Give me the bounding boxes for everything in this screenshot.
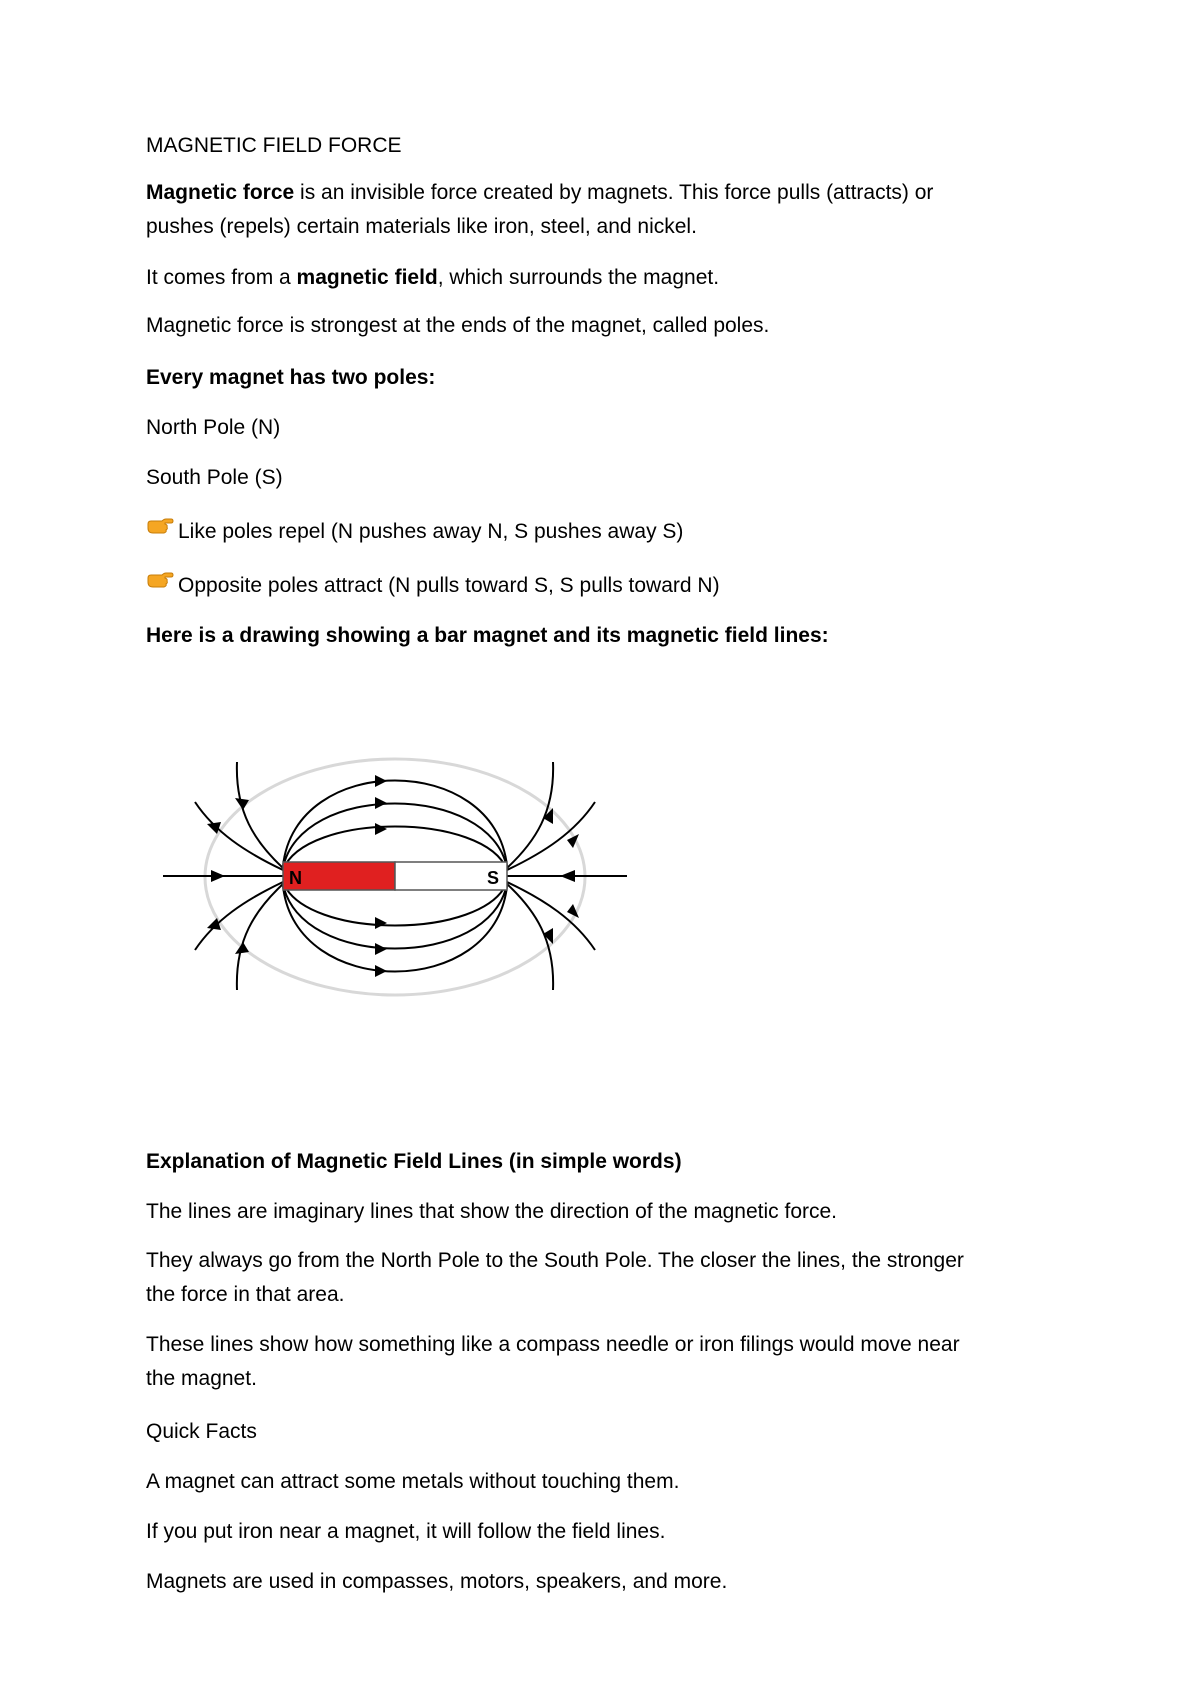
field-sentence-post: , which surrounds the magnet. xyxy=(437,266,720,289)
loop-arrow xyxy=(375,943,387,955)
axis-arrow-left xyxy=(211,870,225,882)
rule-attract-text: Opposite poles attract (N pulls toward S, S pulls toward N) xyxy=(178,574,720,597)
rule-repel-text: Like poles repel (N pushes away N, S pushes away S) xyxy=(178,520,684,543)
field-loop-bottom-2 xyxy=(283,884,507,949)
fact-1: A magnet can attract some metals without touching them. xyxy=(146,1470,680,1493)
strongest-sentence: Magnetic force is strongest at the ends of the magnet, called poles. xyxy=(146,314,770,337)
document-title: MAGNETIC FIELD FORCE xyxy=(146,134,402,157)
south-pole-label: S xyxy=(487,868,500,888)
loop-arrow xyxy=(375,797,387,809)
loop-arrow xyxy=(375,965,387,977)
explanation-3-line1: These lines show how something like a compass needle or iron filings would move near xyxy=(146,1333,960,1356)
field-loop-top-2 xyxy=(283,804,507,869)
explanation-2 xyxy=(146,1244,964,1312)
rule-attract xyxy=(146,568,720,604)
quick-facts-heading: Quick Facts xyxy=(146,1420,257,1443)
field-open-left-3 xyxy=(195,882,283,950)
field-open-left-2 xyxy=(237,762,283,868)
explanation-3 xyxy=(146,1328,960,1396)
explanation-heading-text: Explanation of Magnetic Field Lines (in simple words) xyxy=(146,1150,682,1173)
bar-magnet-figure xyxy=(155,752,635,1002)
drawing-intro-text: Here is a drawing showing a bar magnet and its magnetic field lines: xyxy=(146,624,829,647)
south-pole-item: South Pole (S) xyxy=(146,466,283,489)
explanation-heading xyxy=(146,1144,682,1179)
fact-2: If you put iron near a magnet, it will follow the field lines. xyxy=(146,1520,666,1543)
fact-3: Magnets are used in compasses, motors, speakers, and more. xyxy=(146,1570,728,1593)
pointing-hand-icon xyxy=(146,513,174,548)
explanation-1: The lines are imaginary lines that show the direction of the magnetic force. xyxy=(146,1200,838,1223)
intro-paragraph xyxy=(146,176,933,244)
poles-heading-text: Every magnet has two poles: xyxy=(146,366,436,389)
pointing-hand-icon xyxy=(146,567,174,602)
loop-arrow xyxy=(375,917,387,929)
loop-arrow xyxy=(375,775,387,787)
field-sentence-pre: It comes from a xyxy=(146,266,297,289)
explanation-3-line2: the magnet. xyxy=(146,1367,257,1390)
intro-bold-term: Magnetic force xyxy=(146,181,295,204)
poles-heading xyxy=(146,360,435,395)
field-sentence xyxy=(146,260,719,295)
intro-text-line1: is an invisible force created by magnets. This force pulls (attracts) or xyxy=(294,181,934,204)
field-open-left-4 xyxy=(237,884,283,990)
north-pole-item: North Pole (N) xyxy=(146,416,281,439)
explanation-2-line2: the force in that area. xyxy=(146,1283,345,1306)
magnetic-field-diagram xyxy=(155,752,635,1002)
field-sentence-bold: magnetic field xyxy=(296,266,438,289)
north-pole-label: N xyxy=(289,868,302,888)
axis-arrow-right xyxy=(560,870,575,882)
intro-text-line2: pushes (repels) certain materials like iron, steel, and nickel. xyxy=(146,215,697,238)
explanation-2-line1: They always go from the North Pole to the South Pole. The closer the lines, the stronger xyxy=(146,1249,964,1272)
drawing-intro xyxy=(146,618,829,653)
loop-arrow xyxy=(375,823,387,835)
rule-repel xyxy=(146,514,683,550)
